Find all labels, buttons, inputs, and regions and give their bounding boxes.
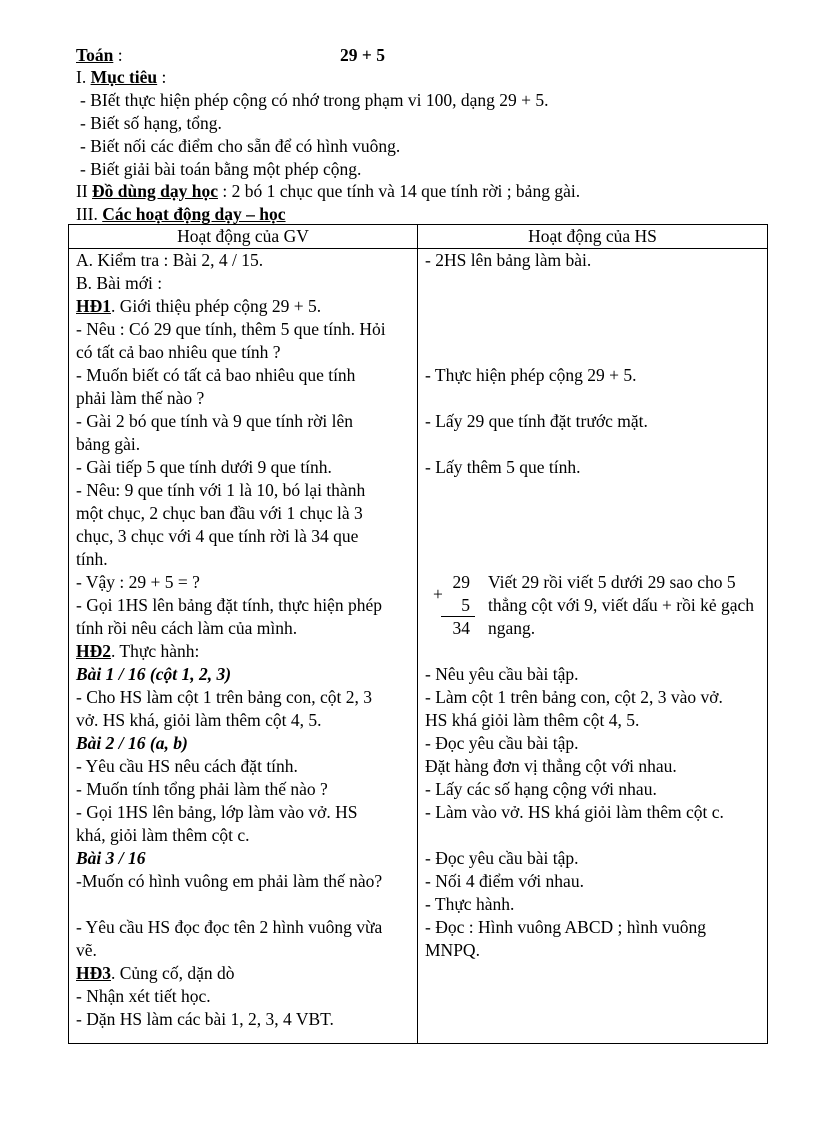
hs-blank-line xyxy=(425,640,760,663)
addend-1: 29 xyxy=(452,572,470,592)
hs-line: - Nêu yêu cầu bài tập. xyxy=(425,664,579,684)
gv-line: - Nhận xét tiết học. xyxy=(76,986,211,1006)
plus-sign: + xyxy=(433,584,443,604)
gv-line: -Muốn có hình vuông em phải làm thế nào? xyxy=(76,871,383,891)
hs-line: - Lấy các số hạng cộng với nhau. xyxy=(425,779,657,799)
calc-explanation: Viết 29 rồi viết 5 dưới 29 sao cho 5 thẳng cột với 9, viết dấu + rồi kẻ gạch ngang. xyxy=(488,572,754,638)
gv-line: - Muốn tính tổng phải làm thế nào ? xyxy=(76,779,328,799)
gv-line: bảng gài. xyxy=(76,434,141,454)
section1-roman: I. xyxy=(76,67,87,87)
gv-line: chục, 3 chục với 4 que tính rời là 34 que xyxy=(76,526,359,546)
hs-blank-line xyxy=(425,824,760,847)
hs-line: - Làm vào vở. HS khá giỏi làm thêm cột c. xyxy=(425,802,724,822)
hs-blank-line xyxy=(425,272,760,295)
gv-line: một chục, 2 chục ban đầu với 1 chục là 3 xyxy=(76,503,363,523)
hs-line: HS khá giỏi làm thêm cột 4, 5. xyxy=(425,710,640,730)
gv-line: - Gài tiếp 5 que tính dưới 9 que tính. xyxy=(76,457,332,477)
vertical-addition-block xyxy=(425,571,760,640)
exercise2-heading: Bài 2 / 16 (a, b) xyxy=(76,733,188,753)
table-body-row xyxy=(69,249,768,1044)
gv-line: - Yêu cầu HS nêu cách đặt tính. xyxy=(76,756,298,776)
hs-blank-line xyxy=(425,548,760,571)
gv-line: - Gọi 1HS lên bảng, lớp làm vào vở. HS xyxy=(76,802,358,822)
section1-heading xyxy=(76,66,166,89)
header-line xyxy=(76,44,123,67)
hs-line: MNPQ. xyxy=(425,940,480,960)
section3-heading xyxy=(76,203,286,226)
gv-line: vẽ. xyxy=(76,940,97,960)
hs-blank-line xyxy=(425,525,760,548)
hs-line: - Làm cột 1 trên bảng con, cột 2, 3 vào vở. xyxy=(425,687,723,707)
hd3-text: . Củng cố, dặn dò xyxy=(111,963,235,983)
gv-line: tính. xyxy=(76,549,108,569)
gv-line: B. Bài mới : xyxy=(76,273,163,293)
gv-line: phải làm thế nào ? xyxy=(76,388,205,408)
objective-item: - Biết nối các điểm cho sẵn để có hình vuông. xyxy=(80,136,401,156)
gv-line: - Gài 2 bó que tính và 9 que tính rời lên xyxy=(76,411,354,431)
col-header-student: Hoạt động của HS xyxy=(418,225,768,249)
section2-line xyxy=(76,180,580,203)
gv-line: - Nêu : Có 29 que tính, thêm 5 que tính. Hỏi xyxy=(76,319,386,339)
hd2-text: . Thực hành: xyxy=(111,641,200,661)
gv-line: - Muốn biết có tất cả bao nhiêu que tính xyxy=(76,365,356,385)
hd2-label: HĐ2 xyxy=(76,641,111,661)
hs-line: Đặt hàng đơn vị thẳng cột với nhau. xyxy=(425,756,677,776)
objective-item: - BIết thực hiện phép cộng có nhớ trong phạm vi 100, dạng 29 + 5. xyxy=(80,90,549,110)
exercise1-heading: Bài 1 / 16 (cột 1, 2, 3) xyxy=(76,664,232,684)
gv-hd2-line xyxy=(76,640,410,663)
hs-line: - Đọc yêu cầu bài tập. xyxy=(425,733,579,753)
hs-blank-line xyxy=(425,318,760,341)
gv-hd1-line xyxy=(76,295,410,318)
hs-line: - Lấy 29 que tính đặt trước mặt. xyxy=(425,411,648,431)
hs-blank-line xyxy=(425,295,760,318)
lesson-title: 29 + 5 xyxy=(340,45,385,65)
hs-blank-line xyxy=(425,479,760,502)
activities-table xyxy=(68,224,768,1044)
section3-roman: III. xyxy=(76,204,98,224)
objective-item: - Biết số hạng, tổng. xyxy=(80,113,222,133)
hs-line: - Thực hành. xyxy=(425,894,515,914)
hs-line: - Nối 4 điểm với nhau. xyxy=(425,871,584,891)
hs-blank-line xyxy=(425,502,760,525)
subject-label: Toán xyxy=(76,45,114,65)
student-activities-cell xyxy=(418,249,768,1044)
gv-line: - Vậy : 29 + 5 = ? xyxy=(76,572,200,592)
gv-line: vở. HS khá, giỏi làm thêm cột 4, 5. xyxy=(76,710,322,730)
hd3-label: HĐ3 xyxy=(76,963,111,983)
section2-roman: II xyxy=(76,181,88,201)
vertical-addition xyxy=(433,571,479,640)
hs-line: - Lấy thêm 5 que tính. xyxy=(425,457,581,477)
gv-line: - Yêu cầu HS đọc đọc tên 2 hình vuông vừa xyxy=(76,917,383,937)
gv-blank-line xyxy=(76,893,410,916)
gv-hd3-line xyxy=(76,962,410,985)
gv-line: - Dặn HS làm các bài 1, 2, 3, 4 VBT. xyxy=(76,1009,334,1029)
addend-2: 5 xyxy=(461,595,470,615)
objective-item: - Biết giải bài toán bằng một phép cộng. xyxy=(80,159,362,179)
hs-line: - Đọc : Hình vuông ABCD ; hình vuông xyxy=(425,917,706,937)
hd1-text: . Giới thiệu phép cộng 29 + 5. xyxy=(111,296,322,316)
gv-line: - Gọi 1HS lên bảng đặt tính, thực hiện phép xyxy=(76,595,382,615)
gv-line: khá, giỏi làm thêm cột c. xyxy=(76,825,250,845)
hs-blank-line xyxy=(425,433,760,456)
gv-line: A. Kiểm tra : Bài 2, 4 / 15. xyxy=(76,250,264,270)
table-header-row xyxy=(69,225,768,249)
gv-line: - Cho HS làm cột 1 trên bảng con, cột 2, 3 xyxy=(76,687,372,707)
exercise3-heading: Bài 3 / 16 xyxy=(76,848,146,868)
hd1-label: HĐ1 xyxy=(76,296,111,316)
section1-title: Mục tiêu xyxy=(90,67,158,87)
gv-line: - Nêu: 9 que tính với 1 là 10, bó lại thành xyxy=(76,480,366,500)
hs-blank-line xyxy=(425,387,760,410)
section2-title: Đồ dùng dạy học xyxy=(92,181,218,201)
hs-line: - Thực hiện phép cộng 29 + 5. xyxy=(425,365,637,385)
col-header-teacher: Hoạt động của GV xyxy=(69,225,418,249)
hs-line: - Đọc yêu cầu bài tập. xyxy=(425,848,579,868)
gv-line: tính rồi nêu cách làm của mình. xyxy=(76,618,298,638)
section3-title: Các hoạt động dạy – học xyxy=(102,204,286,224)
hs-blank-line xyxy=(425,341,760,364)
hs-line: - 2HS lên bảng làm bài. xyxy=(425,250,592,270)
sum-result: 34 xyxy=(452,618,470,638)
gv-line: có tất cả bao nhiêu que tính ? xyxy=(76,342,281,362)
section2-text: : 2 bó 1 chục que tính và 14 que tính rời ; bảng gài. xyxy=(217,181,581,201)
section1-colon: : xyxy=(157,67,167,87)
teacher-activities-cell xyxy=(69,249,418,1044)
subject-colon: : xyxy=(113,45,123,65)
